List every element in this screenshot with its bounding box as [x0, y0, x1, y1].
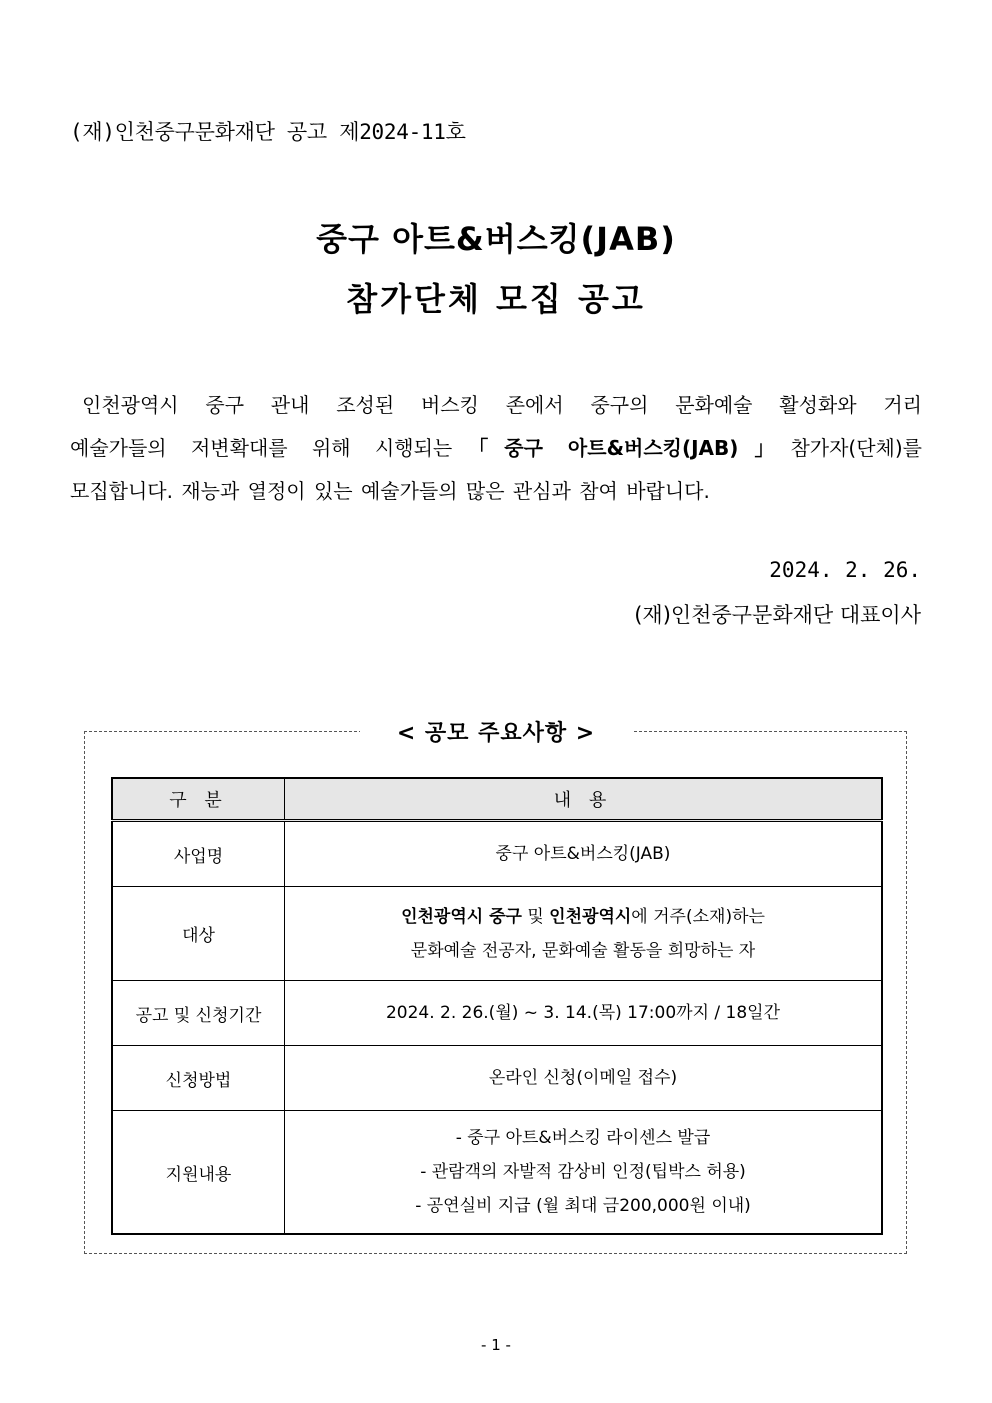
support-item: - 공연실비 지급 (월 최대 금200,000원 이내) — [415, 1196, 751, 1216]
intro-line-2-post: 참가자(단체)를 — [790, 436, 922, 460]
intro-line-3: 모집합니다. 재능과 열정이 있는 예술가들의 많은 관심과 참여 바랍니다. — [70, 479, 710, 503]
notice-number: (재)인천중구문화재단 공고 제2024-11호 — [70, 120, 466, 144]
header-content: 내 용 — [285, 778, 883, 821]
target-connector: 및 — [521, 906, 550, 927]
row-value: 2024. 2. 26.(월) ~ 3. 14.(목) 17:00까지 / 18일간 — [285, 981, 883, 1046]
target-line-2: 문화예술 전공자, 문화예술 활동을 희망하는 자 — [410, 940, 756, 961]
intro-line-1: 인천광역시 중구 관내 조성된 버스킹 존에서 중구의 문화예술 활성화와 거리 — [82, 393, 922, 417]
support-item: - 중구 아트&버스킹 라이센스 발급 — [455, 1128, 711, 1148]
table-header-row — [112, 778, 882, 821]
row-value — [285, 1111, 883, 1235]
row-value: 중구 아트&버스킹(JAB) — [285, 821, 883, 887]
intro-paragraph — [70, 384, 922, 513]
row-value — [285, 887, 883, 981]
target-line-1 — [285, 900, 881, 934]
title-line-1: 중구 아트&버스킹(JAB) — [316, 220, 676, 258]
row-label: 지원내용 — [112, 1111, 285, 1235]
intro-line-2 — [70, 427, 922, 470]
target-region-a: 인천광역시 중구 — [401, 906, 522, 927]
header-category: 구 분 — [112, 778, 285, 821]
row-label: 신청방법 — [112, 1046, 285, 1111]
program-name-emphasis: 「중구 아트&버스킹(JAB)」 — [452, 436, 791, 460]
row-label: 대상 — [112, 887, 285, 981]
row-label: 사업명 — [112, 821, 285, 887]
summary-box-title: < 공모 주요사항 > — [360, 716, 632, 747]
table-row — [112, 821, 882, 887]
table-row — [112, 887, 882, 981]
table-row — [112, 1046, 882, 1111]
support-item: - 관람객의 자발적 감상비 인정(팁박스 허용) — [420, 1162, 746, 1182]
issuer: (재)인천중구문화재단 대표이사 — [634, 603, 921, 627]
intro-line-2-pre: 예술가들의 저변확대를 위해 시행되는 — [70, 436, 453, 460]
table-row — [112, 981, 882, 1046]
table-row — [112, 1111, 882, 1235]
row-label: 공고 및 신청기간 — [112, 981, 285, 1046]
target-rest: 에 거주(소재)하는 — [631, 906, 765, 927]
title-line-2: 참가단체 모집 공고 — [346, 280, 646, 318]
target-region-b: 인천광역시 — [549, 906, 632, 927]
page-number: - 1 - — [481, 1336, 511, 1354]
summary-table — [111, 777, 883, 1235]
notice-date: 2024. 2. 26. — [769, 558, 921, 582]
row-value: 온라인 신청(이메일 접수) — [285, 1046, 883, 1111]
